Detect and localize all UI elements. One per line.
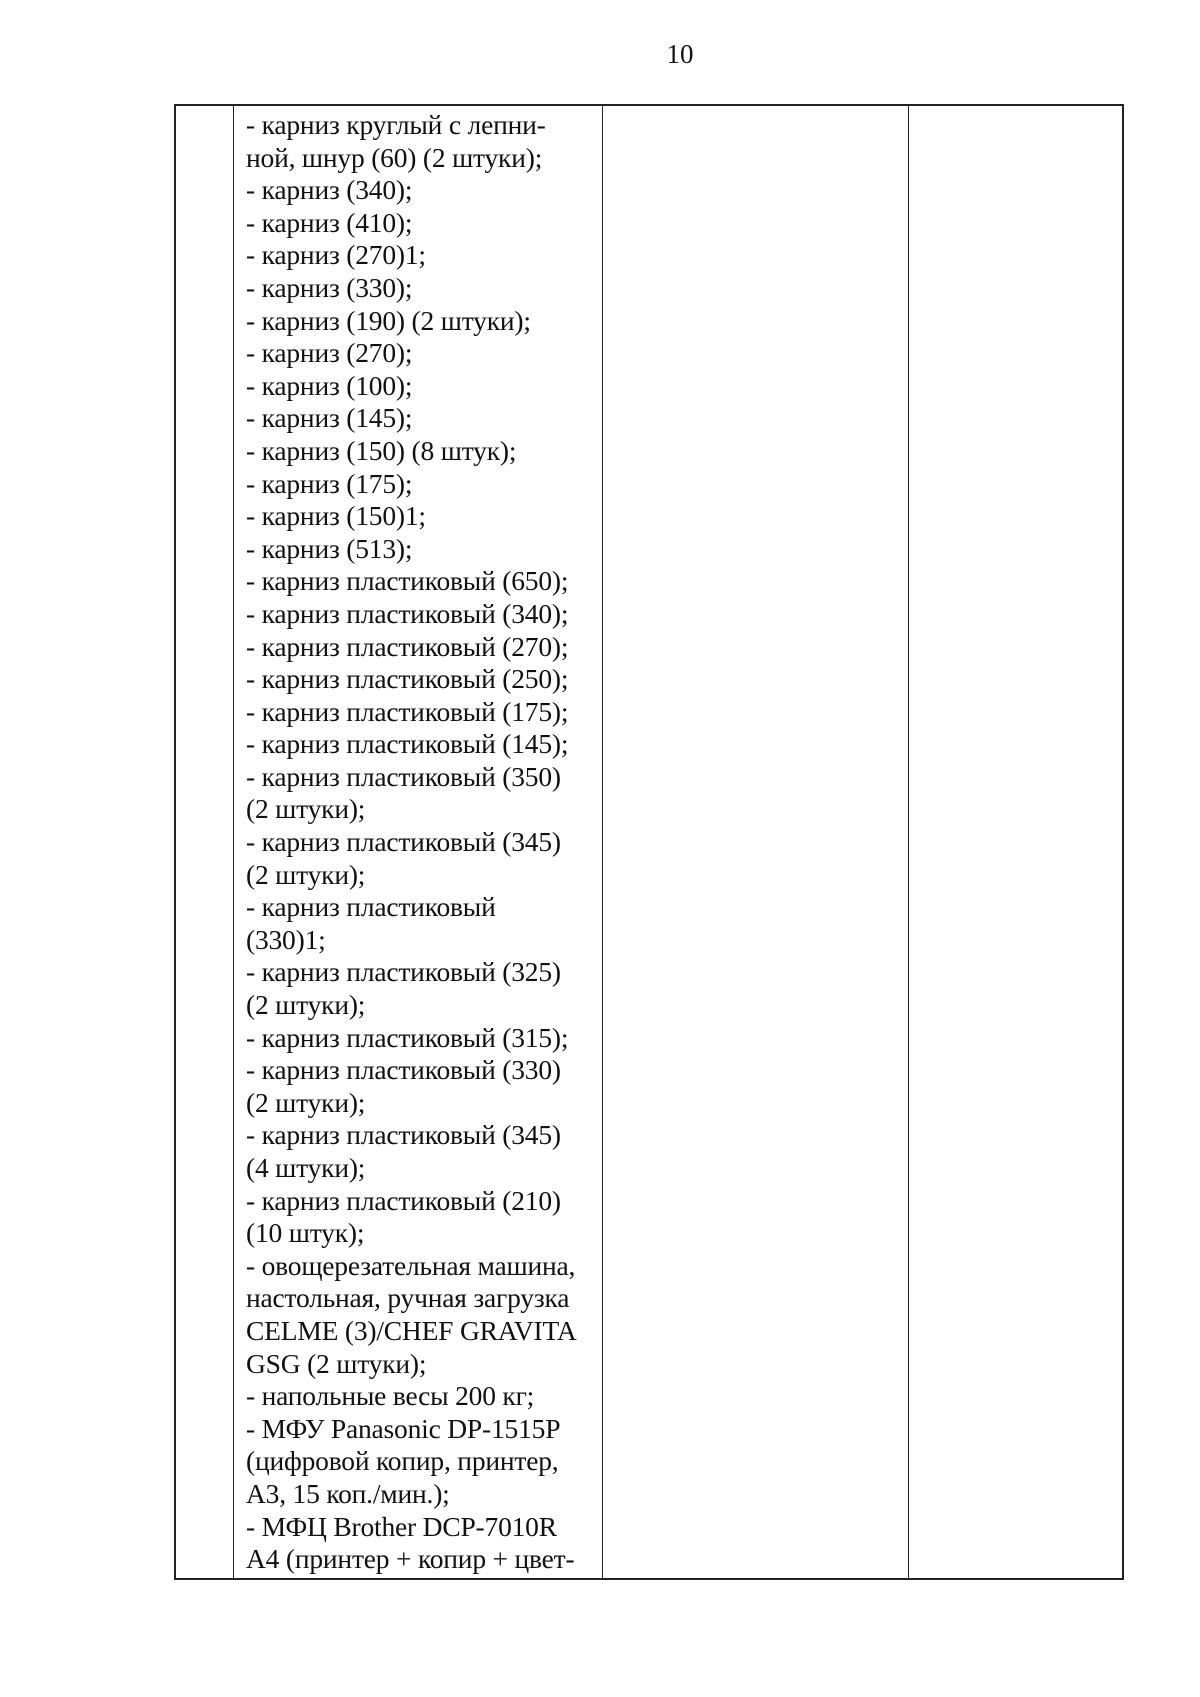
- list-item: - карниз пластиковый (175);: [246, 695, 569, 727]
- list-item: - карниз пластиковый (250);: [246, 663, 569, 695]
- list-item: (2 штуки);: [246, 989, 366, 1021]
- list-item: А4 (принтер + копир + цвет-: [246, 1543, 575, 1575]
- list-item: А3, 15 коп./мин.);: [246, 1477, 450, 1509]
- number-cell: [175, 105, 234, 1579]
- list-item: GSG (2 штуки);: [246, 1347, 427, 1379]
- list-item: - карниз пластиковый (210): [246, 1184, 561, 1216]
- list-item: ной, шнур (60) (2 штуки);: [246, 141, 543, 173]
- list-item: - карниз пластиковый (345): [246, 1119, 561, 1151]
- list-item: - карниз (175);: [246, 467, 413, 499]
- list-item: - карниз (150)1;: [246, 500, 426, 532]
- list-item: (цифровой копир, принтер,: [246, 1445, 559, 1477]
- table-row: [175, 105, 1123, 1579]
- empty-cell-4: [909, 105, 1124, 1579]
- items-list: [234, 106, 602, 1576]
- list-item: настольная, ручная загрузка: [246, 1282, 570, 1314]
- list-item: - карниз (145);: [246, 402, 413, 434]
- list-item: - карниз (270)1;: [246, 239, 426, 271]
- list-item: (2 штуки);: [246, 858, 366, 890]
- list-item: - карниз пластиковый (270);: [246, 630, 569, 662]
- items-cell: [234, 105, 603, 1579]
- list-item: - карниз пластиковый (330): [246, 1054, 561, 1086]
- list-item: - карниз (340);: [246, 174, 413, 206]
- list-item: - МФЦ Brother DCP-7010R: [246, 1510, 557, 1542]
- list-item: (330)1;: [246, 923, 326, 955]
- list-item: - карниз пластиковый (650);: [246, 565, 569, 597]
- list-item: - карниз (513);: [246, 532, 413, 564]
- list-item: - карниз пластиковый (315);: [246, 1021, 569, 1053]
- list-item: - напольные весы 200 кг;: [246, 1380, 535, 1412]
- list-item: - карниз пластиковый (340);: [246, 597, 569, 629]
- list-item: CELME (3)/CHEF GRAVITA: [246, 1314, 577, 1346]
- list-item: - карниз пластиковый (325): [246, 956, 561, 988]
- list-item: (4 штуки);: [246, 1152, 366, 1183]
- list-item: - МФУ Panasonic DP-1515P: [246, 1412, 561, 1444]
- list-item: - карниз пластиковый (345): [246, 826, 561, 858]
- list-item: - карниз пластиковый (145);: [246, 728, 569, 760]
- list-item: - карниз (100);: [246, 369, 413, 401]
- list-item: (2 штуки);: [246, 793, 366, 825]
- list-item: - карниз круглый с лепни-: [246, 109, 546, 140]
- list-item: - карниз (330);: [246, 271, 413, 303]
- list-item: - карниз (270);: [246, 337, 413, 369]
- list-item: - карниз (410);: [246, 206, 413, 238]
- list-item: - карниз пластиковый: [246, 891, 496, 923]
- page-number: 10: [666, 39, 694, 69]
- inventory-table: [174, 104, 1124, 1580]
- empty-cell-3: [603, 105, 909, 1579]
- list-item: - карниз пластиковый (350): [246, 760, 561, 792]
- list-item: - овощерезательная машина,: [246, 1249, 576, 1281]
- list-item: (10 штук);: [246, 1217, 365, 1249]
- list-item: - карниз (150) (8 штук);: [246, 434, 517, 466]
- list-item: (2 штуки);: [246, 1086, 366, 1118]
- list-item: - карниз (190) (2 штуки);: [246, 304, 531, 336]
